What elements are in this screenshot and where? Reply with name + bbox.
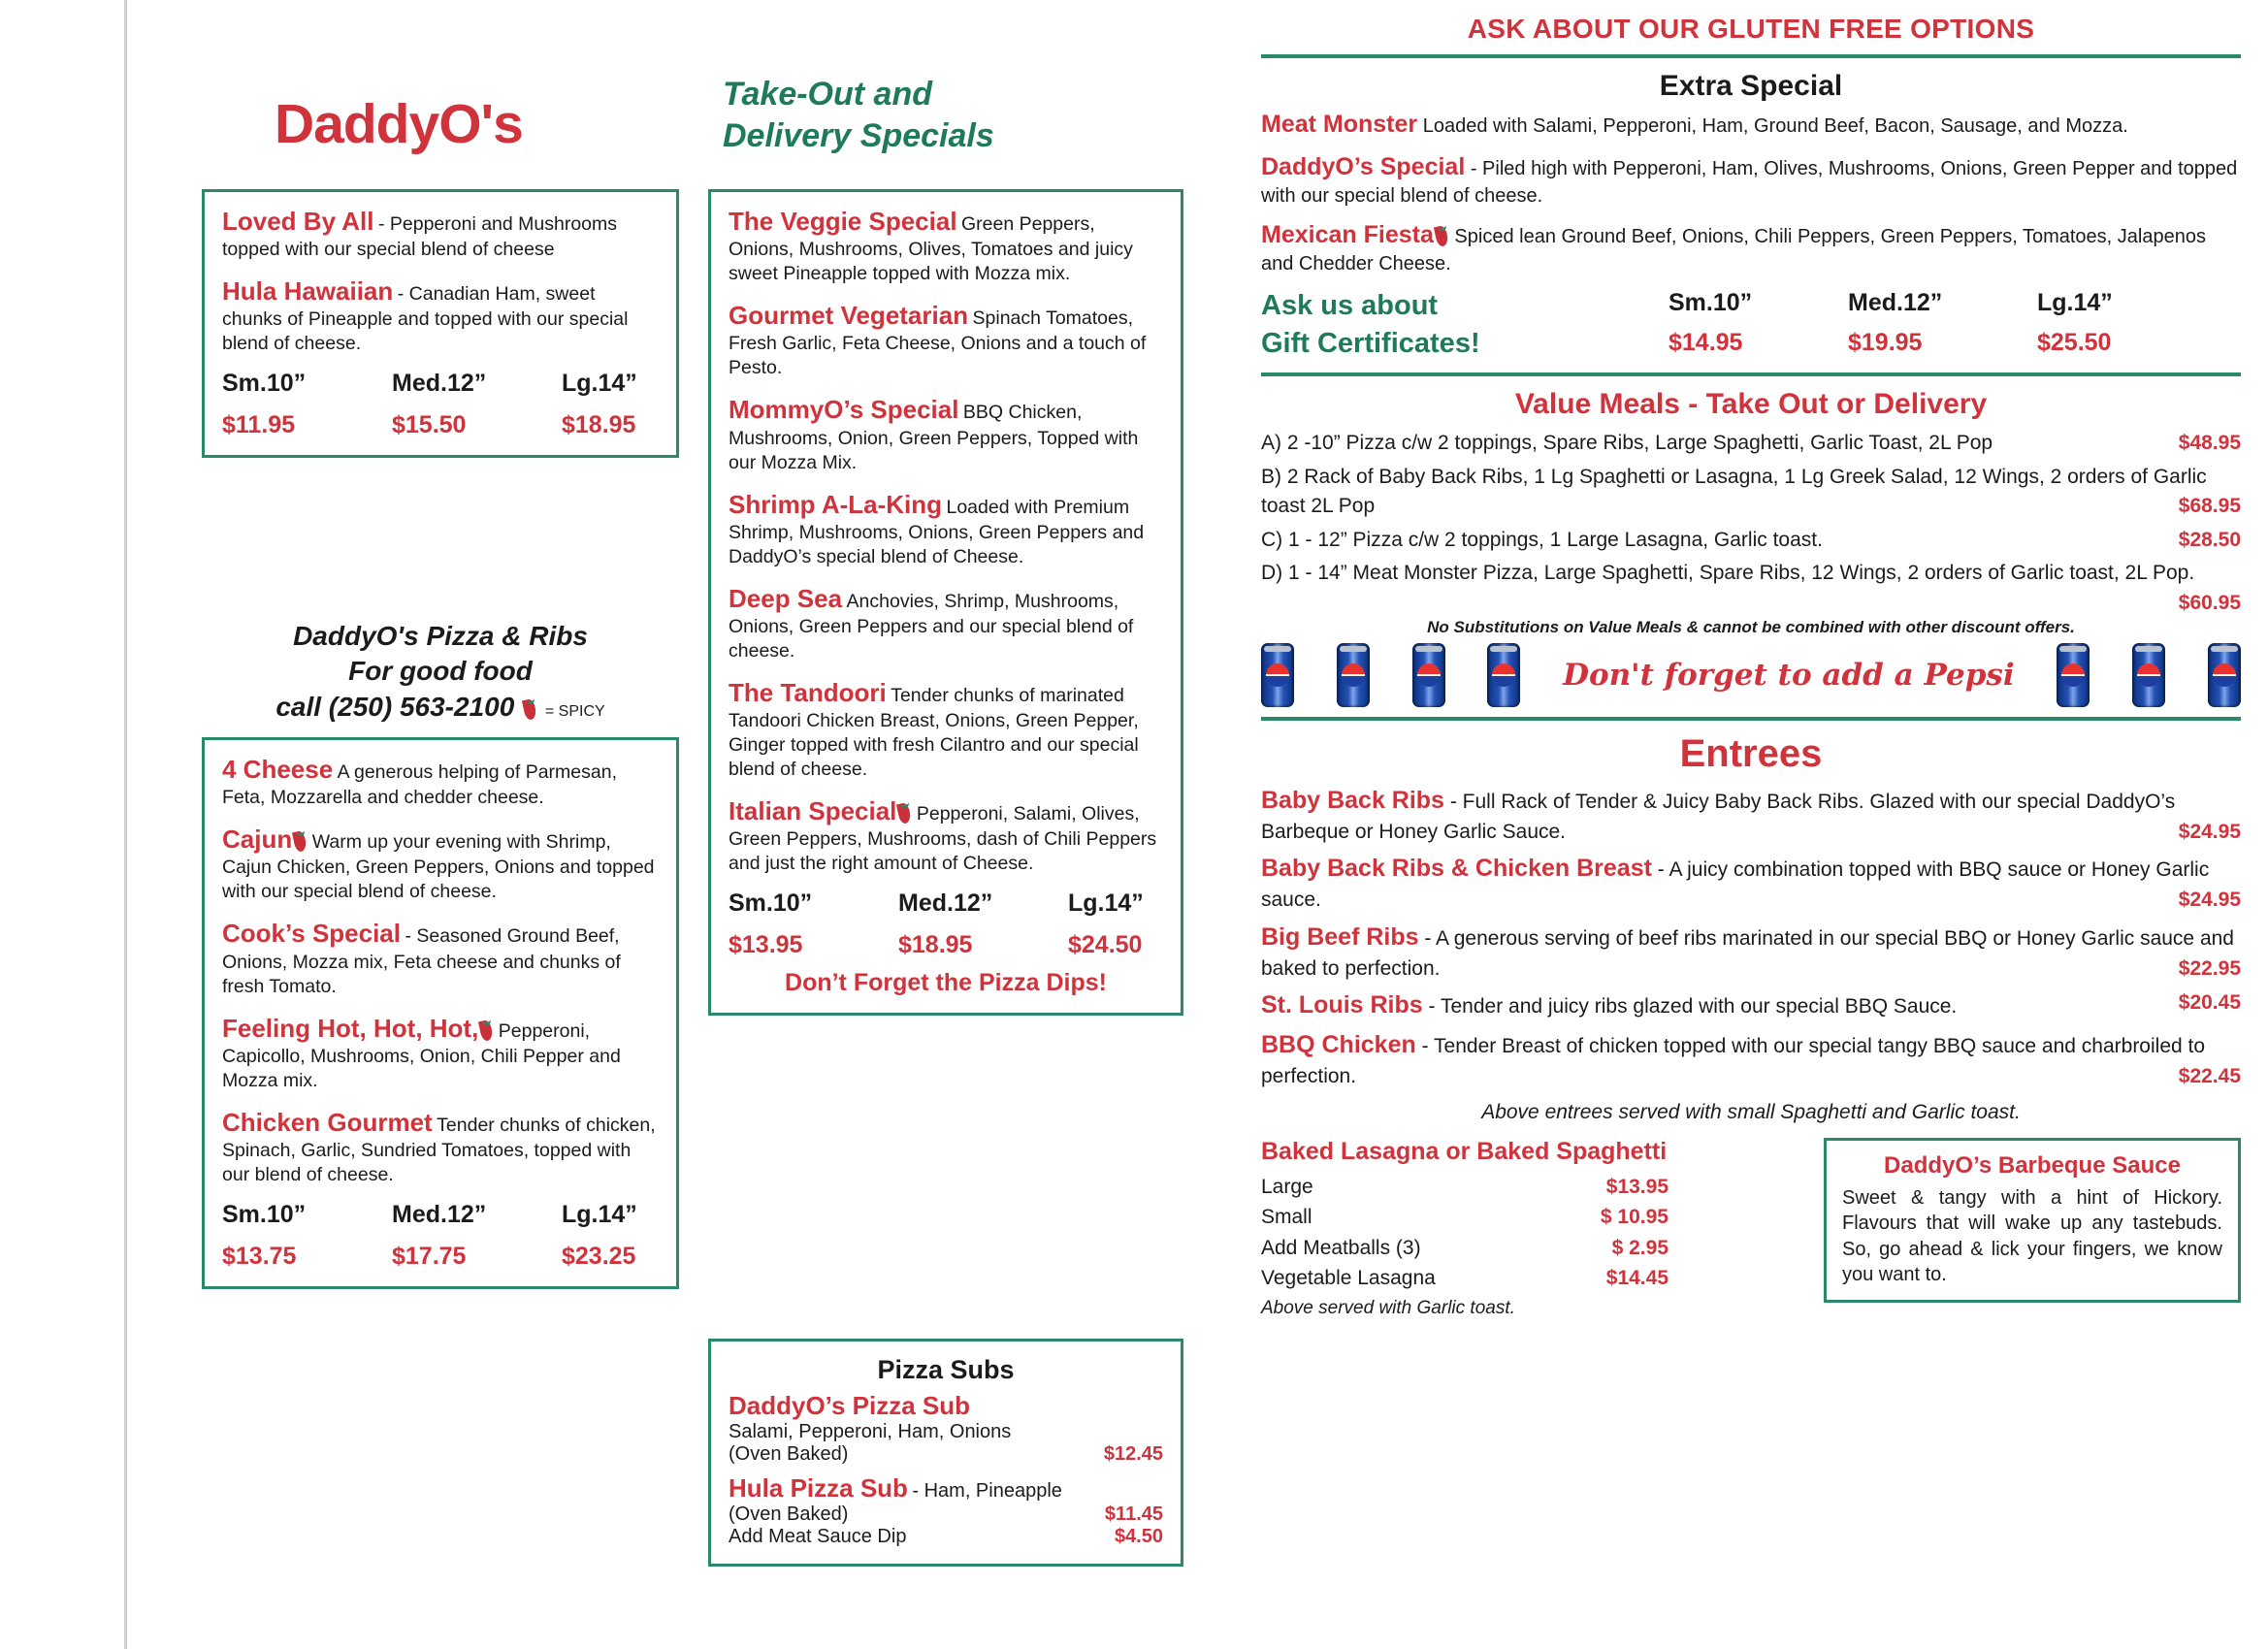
menu-item (729, 677, 1163, 782)
lasagna-price: $13.95 (1605, 1175, 1669, 1198)
item-name: Gourmet Vegetarian (729, 301, 969, 331)
lasagna-row (1261, 1172, 1669, 1203)
item-desc: Green Peppers, Onions, Mushrooms, Olives, Tomatoes and juicy sweet Pineapple topped with Mozza mix. (729, 213, 1133, 285)
item-desc: - Full Rack of Tender & Juicy Baby Back Ribs. Glazed with our special DaddyO’s Barbeque or Honey Garlic Sauce. (1261, 791, 2176, 843)
menu-item (1261, 852, 2241, 914)
item-desc: BBQ Chicken, Mushrooms, Onion, Green Peppers, Topped with our Mozza Mix. (729, 402, 1139, 473)
value-meal-text: A) 2 -10” Pizza c/w 2 toppings, Spare Ribs, Large Spaghetti, Garlic Toast, 2L Pop (1261, 432, 1993, 455)
contact-line2: For good food (348, 656, 533, 687)
item-name: DaddyO’s Pizza Sub (729, 1391, 970, 1420)
item-name: Hula Hawaiian (222, 276, 394, 307)
price-row (729, 931, 1163, 959)
entrees-title: Entrees (1679, 732, 1823, 775)
size-med: Med.12” (1848, 289, 1943, 317)
item-price-row (729, 1504, 1163, 1526)
item-desc: Salami, Pepperoni, Ham, Onions (729, 1421, 1012, 1442)
item-name: Big Beef Ribs (1261, 922, 1419, 951)
addon-row (729, 1526, 1163, 1548)
pizza-dips-note: Don’t Forget the Pizza Dips! (785, 969, 1107, 997)
item-name: Hula Pizza Sub (729, 1473, 908, 1503)
contact-line1: DaddyO's Pizza & Ribs (293, 621, 588, 651)
size-med: Med.12” (392, 370, 487, 398)
page-gutter (1234, 0, 1259, 1649)
pepsi-can-icon (1337, 643, 1370, 707)
oven-baked-note: (Oven Baked) (729, 1504, 849, 1525)
lasagna-title: Baked Lasagna or Baked Spaghetti (1261, 1137, 1668, 1165)
pizza-subs-title: Pizza Subs (877, 1355, 1015, 1384)
pepsi-slogan: Don't forget to add a Pepsi (1563, 658, 2015, 693)
lasagna-block (1261, 1138, 1669, 1319)
item-name: The Veggie Special (729, 207, 957, 236)
item-desc: Spinach Tomatoes, Fresh Garlic, Feta Cheese, Onions and a touch of Pesto. (729, 307, 1147, 379)
menu-item (1261, 219, 2241, 277)
value-meal-text: D) 1 - 14” Meat Monster Pizza, Large Spaghetti, Spare Ribs, 12 Wings, 2 orders of Garlic toast, 2L Pop. (1261, 562, 2195, 585)
item-name: Feeling Hot, Hot, Hot, (222, 1013, 479, 1043)
menu-item (729, 489, 1163, 569)
menu-item (729, 1473, 1163, 1548)
price-row (222, 411, 659, 439)
menu-item (1261, 988, 2241, 1022)
item-desc: - Tender Breast of chicken topped with our special tangy BBQ sauce and charbroiled to perfection. (1261, 1035, 2206, 1088)
right-column (1261, 14, 2241, 1319)
price-sm: $11.95 (222, 411, 296, 439)
gift-certificates-block (1261, 287, 1669, 363)
value-meal-row (1261, 429, 2241, 458)
item-name: 4 Cheese (222, 755, 334, 784)
item-price: $24.95 (2178, 821, 2241, 843)
price-sm: $13.75 (222, 1242, 297, 1270)
price-med: $18.95 (898, 931, 973, 959)
price-med: $17.75 (392, 1242, 467, 1270)
menu-item (222, 918, 659, 998)
item-desc: Tender chunks of chicken, Spinach, Garlic, Sundried Tomatoes, topped with our blend of cheese. (222, 1114, 656, 1185)
item-name: Italian Special (729, 795, 897, 825)
menu-item (222, 275, 659, 356)
oven-baked-note: (Oven Baked) (729, 1443, 849, 1465)
pepsi-can-icon (1261, 643, 1294, 707)
lasagna-note: Above served with Garlic toast. (1261, 1297, 1515, 1318)
gift-line-2: Gift Certificates! (1261, 328, 1480, 360)
item-price: $12.45 (1103, 1443, 1163, 1465)
menu-item (729, 300, 1163, 380)
price-lg: $25.50 (2037, 329, 2112, 357)
item-name: DaddyO’s Special (1261, 152, 1466, 180)
size-lg: Lg.14” (562, 1200, 637, 1228)
box-pizza-subs (708, 1339, 1183, 1567)
size-lg: Lg.14” (2037, 289, 2113, 317)
item-name: Cook’s Special (222, 919, 401, 949)
contact-line3: call (250) 563-2100 (275, 691, 515, 722)
item-desc: A generous helping of Parmesan, Feta, Mozzarella and chedder cheese. (222, 761, 617, 809)
item-desc: Warm up your evening with Shrimp, Cajun Chicken, Green Peppers, Onions and topped with our special blend of cheese. (222, 831, 655, 903)
size-header (222, 370, 659, 398)
menu-item (1261, 151, 2241, 210)
pepsi-can-icon (1412, 643, 1445, 707)
value-meal-price: $48.95 (2178, 432, 2241, 455)
addon-price: $4.50 (1114, 1526, 1163, 1547)
value-meal-row (1261, 526, 2241, 555)
item-desc: Spiced lean Ground Beef, Onions, Chili Peppers, Green Peppers, Tomatoes, Jalapenos and Chedder Cheese. (1261, 225, 2206, 275)
size-lg: Lg.14” (1068, 889, 1144, 918)
gluten-free-banner: ASK ABOUT OUR GLUTEN FREE OPTIONS (1467, 14, 2035, 44)
size-sm: Sm.10” (222, 1200, 307, 1228)
item-desc: - Canadian Ham, sweet chunks of Pineapple and topped with our special blend of cheese. (222, 283, 629, 355)
item-price: $22.95 (2178, 956, 2241, 980)
item-desc: - Piled high with Pepperoni, Ham, Olives, Mushrooms, Onions, Green Pepper and topped with our special blend of cheese. (1261, 157, 2238, 207)
chili-pepper-icon (478, 1017, 494, 1042)
pepsi-can-icon (2132, 643, 2165, 707)
item-name: Loved By All (222, 207, 374, 236)
price-med: $19.95 (1848, 329, 1923, 357)
lasagna-row (1261, 1202, 1669, 1233)
item-name: Baby Back Ribs (1261, 787, 1444, 814)
size-sm: Sm.10” (729, 889, 813, 918)
size-header (222, 1201, 659, 1229)
item-desc: Pepperoni, Salami, Olives, Green Peppers, Mushrooms, dash of Chili Peppers and just the right amount of Cheese. (729, 802, 1157, 875)
lasagna-price: $ 10.95 (1600, 1206, 1669, 1229)
item-desc: Loaded with Premium Shrimp, Mushrooms, Onions, Green Peppers and DaddyO’s special blend of Cheese. (729, 496, 1145, 567)
menu-item (1261, 921, 2241, 983)
item-name: BBQ Chicken (1261, 1031, 1416, 1059)
item-price: $22.45 (2178, 1065, 2241, 1088)
divider (1261, 717, 2241, 721)
lasagna-label: Vegetable Lasagna (1261, 1267, 1436, 1290)
lasagna-label: Small (1261, 1206, 1312, 1229)
menu-item (222, 754, 659, 810)
item-name: Meat Monster (1261, 111, 1418, 138)
item-name: Baby Back Ribs & Chicken Breast (1261, 855, 1652, 883)
value-meal-text: B) 2 Rack of Baby Back Ribs, 1 Lg Spaghetti or Lasagna, 1 Lg Greek Salad, 12 Wings, 2 orders of Garlic toast 2L Pop (1261, 465, 2207, 518)
divider (1261, 372, 2241, 376)
menu-item (729, 583, 1163, 663)
chili-pepper-icon (292, 827, 308, 853)
size-lg: Lg.14” (562, 370, 637, 398)
menu-item (1261, 784, 2241, 846)
chili-pepper-icon (896, 799, 912, 824)
item-desc: - A juicy combination topped with BBQ sauce or Honey Garlic sauce. (1261, 858, 2210, 912)
lasagna-row (1261, 1233, 1669, 1264)
item-desc: - Seasoned Ground Beef, Onions, Mozza mix, Feta cheese and chunks of fresh Tomato. (222, 925, 621, 997)
page-left-margin (0, 0, 127, 1649)
item-price: $20.45 (2178, 991, 2241, 1015)
price-lg: $18.95 (562, 411, 636, 439)
menu-item (729, 1391, 1163, 1466)
item-name: St. Louis Ribs (1261, 991, 1423, 1019)
spicy-legend: = SPICY (544, 702, 605, 720)
menu-item (222, 824, 659, 904)
value-meals-title: Value Meals - Take Out or Delivery (1514, 388, 1988, 421)
price-lg: $23.25 (562, 1242, 636, 1270)
size-sm: Sm.10” (222, 370, 307, 398)
item-desc: - A generous serving of beef ribs marinated in our special BBQ or Honey Garlic sauce and baked to perfection. (1261, 926, 2234, 980)
value-meal-row (1261, 463, 2241, 522)
item-desc: Loaded with Salami, Pepperoni, Ham, Ground Beef, Bacon, Sausage, and Mozza. (1422, 115, 2128, 137)
value-meal-price: $68.95 (2178, 495, 2241, 518)
pepsi-promo-row (1261, 643, 2241, 707)
item-name: MommyO’s Special (729, 395, 959, 425)
price-med: $15.50 (392, 411, 467, 439)
page-title: DaddyO's (275, 93, 523, 155)
item-desc: Tender chunks of marinated Tandoori Chicken Breast, Onions, Green Pepper, Ginger topped with fresh Cilantro and our special blend of cheese. (729, 684, 1139, 781)
price-lg: $24.50 (1068, 931, 1143, 959)
lasagna-row (1261, 1263, 1669, 1294)
lasagna-price: $ 2.95 (1611, 1236, 1669, 1259)
box-specialty-pizzas (202, 737, 679, 1289)
item-price: $24.95 (2178, 889, 2241, 912)
extra-special-title: Extra Special (1659, 70, 1843, 102)
menu-item (222, 1107, 659, 1187)
bbq-sauce-box (1824, 1138, 2241, 1303)
price-sm: $14.95 (1669, 329, 1743, 357)
item-name: Shrimp A-La-King (729, 489, 943, 519)
value-meal-price: $28.50 (2178, 528, 2241, 551)
item-desc: Pepperoni, Capicollo, Mushrooms, Onion, Chili Pepper and Mozza mix. (222, 1019, 621, 1091)
price-sm: $13.95 (729, 931, 803, 959)
menu-item (729, 206, 1163, 286)
pepsi-can-icon (2208, 643, 2241, 707)
size-med: Med.12” (898, 889, 993, 918)
menu-item (1261, 109, 2241, 142)
item-name: Chicken Gourmet (222, 1107, 433, 1137)
lasagna-price: $14.45 (1605, 1267, 1669, 1290)
box-gourmet-pizzas (708, 189, 1183, 1016)
item-name: Mexican Fiesta (1261, 220, 1434, 248)
menu-item (1261, 1028, 2241, 1090)
item-name: Deep Sea (729, 583, 843, 613)
size-header (729, 889, 1163, 918)
addon-label: Add Meat Sauce Dip (729, 1526, 907, 1547)
entrees-served-note: Above entrees served with small Spaghetti and Garlic toast. (1481, 1100, 2021, 1123)
item-desc: Anchovies, Shrimp, Mushrooms, Onions, Green Peppers and our special blend of cheese. (729, 590, 1134, 662)
item-desc: - Pepperoni and Mushrooms topped with our special blend of cheese (222, 213, 618, 261)
gift-line-1: Ask us about (1261, 290, 1439, 322)
value-meal-text: C) 1 - 12” Pizza c/w 2 toppings, 1 Large Lasagna, Garlic toast. (1261, 528, 1823, 551)
item-desc: - Ham, Pineapple (912, 1480, 1062, 1502)
divider (1261, 54, 2241, 58)
pepsi-can-icon (1487, 643, 1520, 707)
lasagna-label: Large (1261, 1175, 1313, 1198)
menu-item (222, 1013, 659, 1093)
lasagna-label: Add Meatballs (3) (1261, 1236, 1421, 1259)
pepsi-can-icon (2057, 643, 2090, 707)
price-row (222, 1243, 659, 1271)
contact-text (202, 619, 679, 725)
size-med: Med.12” (392, 1200, 487, 1228)
item-price: $11.45 (1104, 1504, 1163, 1525)
takeout-heading: Take-Out and Delivery Specials (723, 76, 994, 154)
item-name: Cajun (222, 824, 293, 855)
menu-item (729, 795, 1163, 876)
menu-item (222, 206, 659, 262)
value-meal-price: $60.95 (2178, 591, 2241, 614)
item-name: The Tandoori (729, 677, 887, 707)
sauce-title: DaddyO’s Barbeque Sauce (1884, 1151, 2181, 1179)
item-desc: - Tender and juicy ribs glazed with our special BBQ Sauce. (1428, 995, 1958, 1018)
menu-item (729, 394, 1163, 474)
size-sm: Sm.10” (1669, 289, 1753, 317)
no-substitutions-note: No Substitutions on Value Meals & cannot be combined with other discount offers. (1427, 618, 2075, 636)
sauce-text: Sweet & tangy with a hint of Hickory. Flavours that will wake up any tastebuds. So, go ahead & lick your fingers, we know you want to. (1842, 1186, 2222, 1286)
chili-pepper-icon (522, 695, 537, 721)
chili-pepper-icon (1434, 222, 1449, 247)
box-loved-by-all (202, 189, 679, 458)
item-price-row (729, 1443, 1163, 1466)
value-meal-row (1261, 559, 2241, 614)
contact-block (202, 601, 679, 734)
